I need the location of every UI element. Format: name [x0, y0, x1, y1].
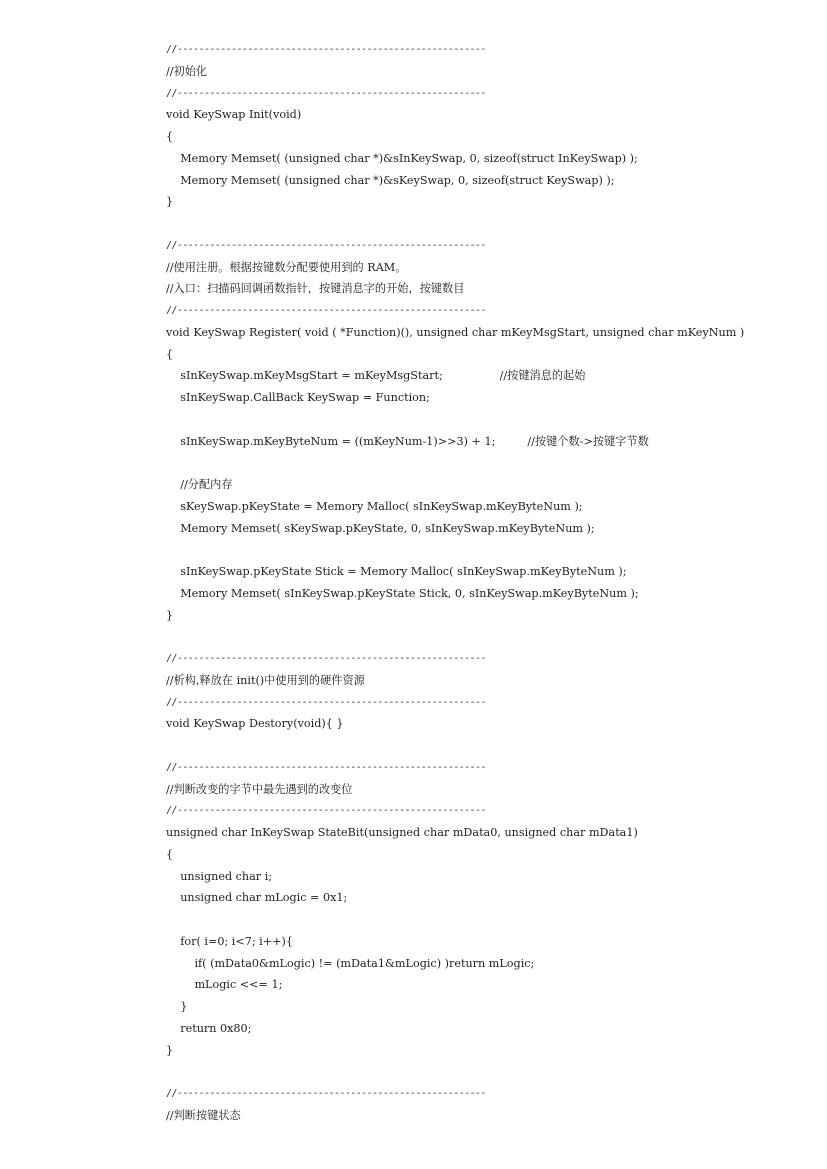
close-brace: }: [166, 195, 174, 209]
code-line: unsigned char i;: [166, 869, 273, 883]
code-listing: [166, 39, 786, 1127]
code-line: Memory Memset( (unsigned char *)&sKeySwap, 0, sizeof(struct KeySwap) );: [166, 173, 615, 187]
blank-line: [166, 409, 786, 431]
open-brace: {: [166, 847, 174, 861]
comment-divider: //---------------------------------------------------------: [166, 44, 486, 55]
open-brace: {: [166, 347, 174, 361]
comment-line: //判断按键状态: [166, 1108, 241, 1122]
comment-divider: //---------------------------------------------------------: [166, 239, 486, 251]
code-line: sInKeySwap.mKeyMsgStart = mKeyMsgStart; //按键消息的起始: [166, 369, 586, 383]
blank-line: [166, 452, 786, 474]
code-line: for( i=0; i<7; i++){: [166, 934, 293, 948]
code-line: }: [166, 1000, 188, 1013]
blank-line: [166, 539, 786, 561]
code-line: sKeySwap.pKeyState = Memory Malloc( sInKeySwap.mKeyByteNum );: [166, 499, 583, 513]
comment-divider: //---------------------------------------------------------: [166, 653, 486, 664]
blank-line: [166, 909, 786, 931]
code-line: unsigned char mLogic = 0x1;: [166, 891, 348, 905]
comment-line: //使用注册。根据按键数分配要使用到的 RAM。: [166, 260, 407, 274]
comment-line: //分配内存: [166, 478, 233, 491]
function-signature: unsigned char InKeySwap StateBit(unsigned char mData0, unsigned char mData1): [166, 826, 638, 839]
code-line: if( (mData0&mLogic) != (mData1&mLogic) )return mLogic;: [166, 956, 535, 970]
code-line: mLogic <<= 1;: [166, 978, 283, 992]
comment-line: //入口：扫描码回调函数指针，按键消息字的开始，按键数目: [166, 282, 465, 296]
close-brace: }: [166, 1043, 174, 1057]
comment-divider: //---------------------------------------------------------: [166, 696, 486, 708]
blank-line: [166, 735, 786, 757]
comment-divider: //---------------------------------------------------------: [166, 761, 486, 773]
function-signature: void KeySwap Register( void ( *Function)(), unsigned char mKeyMsgStart, unsigned char mKeyNum ): [166, 325, 745, 339]
comment-divider: //---------------------------------------------------------: [166, 805, 486, 817]
close-brace: }: [166, 608, 174, 622]
function-signature: void KeySwap Init(void): [166, 108, 302, 122]
code-line: Memory Memset( sInKeySwap.pKeyState Stick, 0, sInKeySwap.mKeyByteNum );: [166, 586, 639, 600]
comment-line: //析构,释放在 init()中使用到的硬件资源: [166, 673, 365, 687]
comment-line: //初始化: [166, 64, 208, 78]
code-line: sInKeySwap.mKeyByteNum = ((mKeyNum-1)>>3) + 1; //按键个数->按键字节数: [166, 434, 649, 448]
comment-line: //判断改变的字节中最先遇到的改变位: [166, 782, 353, 796]
code-line: Memory Memset( sKeySwap.pKeyState, 0, sInKeySwap.mKeyByteNum );: [166, 521, 595, 535]
open-brace: {: [166, 130, 174, 143]
comment-divider: //---------------------------------------------------------: [166, 87, 486, 99]
blank-line: [166, 626, 786, 648]
comment-divider: //---------------------------------------------------------: [166, 305, 486, 316]
blank-line: [166, 1061, 786, 1083]
function-signature: void KeySwap Destory(void){ }: [166, 717, 344, 731]
code-line: Memory Memset( (unsigned char *)&sInKeySwap, 0, sizeof(struct InKeySwap) );: [166, 151, 638, 165]
code-line: sInKeySwap.CallBack KeySwap = Function;: [166, 391, 430, 404]
blank-line: [166, 213, 786, 235]
code-line: sInKeySwap.pKeyState Stick = Memory Malloc( sInKeySwap.mKeyByteNum );: [166, 565, 627, 578]
comment-divider: //---------------------------------------------------------: [166, 1088, 486, 1099]
code-line: return 0x80;: [166, 1021, 252, 1035]
